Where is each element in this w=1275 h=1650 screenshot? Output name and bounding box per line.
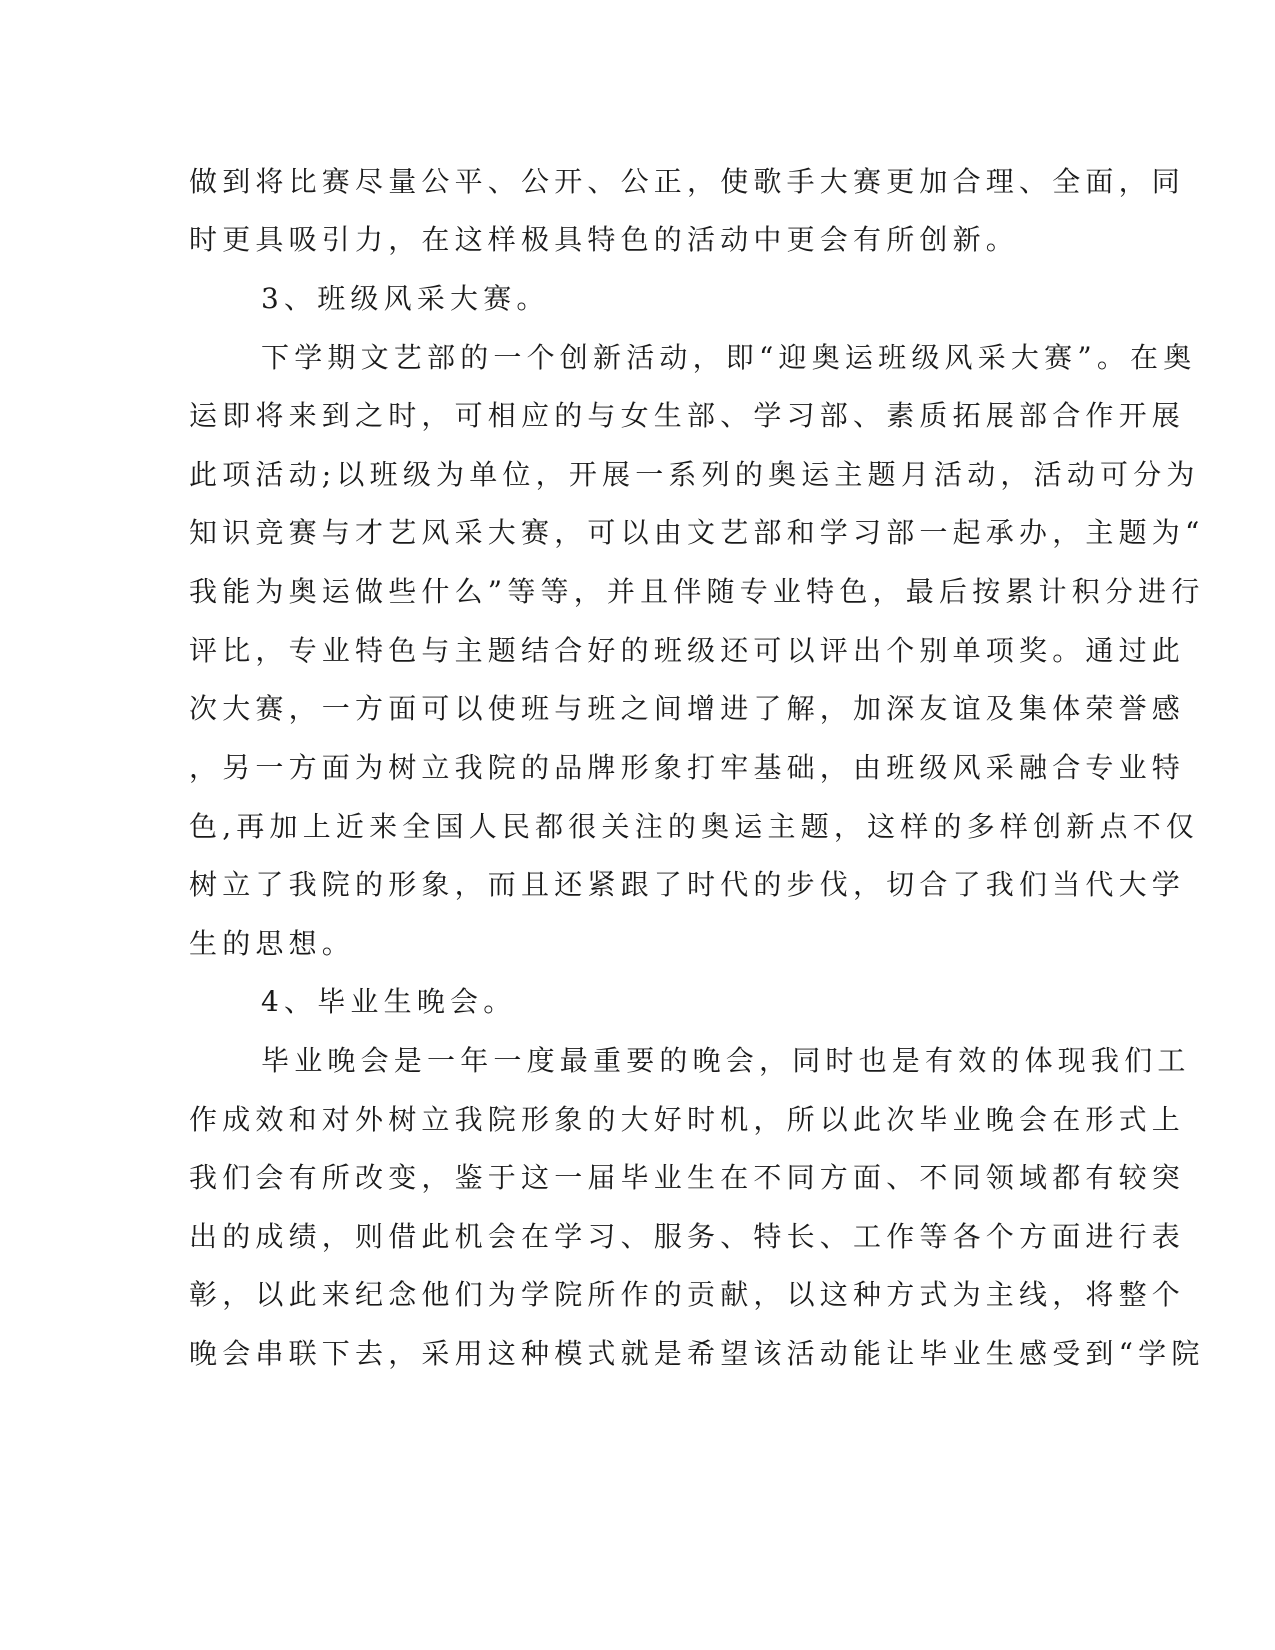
text-line: 我们会有所改变，鉴于这一届毕业生在不同方面、不同领域都有较突: [189, 1161, 1186, 1194]
text-line: 作成效和对外树立我院形象的大好时机，所以此次毕业晚会在形式上: [189, 1103, 1186, 1136]
text-line: ，另一方面为树立我院的品牌形象打牢基础，由班级风采融合专业特: [189, 751, 1186, 784]
text-line: 评比，专业特色与主题结合好的班级还可以评出个别单项奖。通过此: [189, 634, 1186, 667]
text-line: 次大赛，一方面可以使班与班之间增进了解，加深友谊及集体荣誉感: [189, 692, 1186, 725]
text-line: 做到将比赛尽量公平、公开、公正，使歌手大赛更加合理、全面，同: [189, 165, 1186, 198]
text-line: 此项活动;以班级为单位，开展一系列的奥运主题月活动，活动可分为: [189, 458, 1200, 491]
text-line: 晚会串联下去，采用这种模式就是希望该活动能让毕业生感受到“学院: [189, 1337, 1205, 1370]
text-line: 色,再加上近来全国人民都很关注的奥运主题，这样的多样创新点不仅: [189, 810, 1200, 843]
text-line: 生的思想。: [189, 927, 356, 960]
text-line: 下学期文艺部的一个创新活动，即“迎奥运班级风采大赛”。在奥: [261, 341, 1197, 374]
text-line: 毕业晚会是一年一度最重要的晚会，同时也是有效的体现我们工: [261, 1044, 1191, 1077]
text-line: 时更具吸引力，在这样极具特色的活动中更会有所创新。: [189, 223, 1020, 256]
text-line: 运即将来到之时，可相应的与女生部、学习部、素质拓展部合作开展: [189, 399, 1186, 432]
text-line: 彰，以此来纪念他们为学院所作的贡献，以这种方式为主线，将整个: [189, 1278, 1186, 1311]
text-line: 我能为奥运做些什么”等等，并且伴随专业特色，最后按累计积分进行: [189, 575, 1205, 608]
section-heading: 4、毕业生晚会。: [261, 985, 517, 1018]
text-line: 知识竞赛与才艺风采大赛，可以由文艺部和学习部一起承办，主题为“: [189, 516, 1205, 549]
text-line: 出的成绩，则借此机会在学习、服务、特长、工作等各个方面进行表: [189, 1220, 1186, 1253]
text-line: 树立了我院的形象，而且还紧跟了时代的步伐，切合了我们当代大学: [189, 868, 1186, 901]
section-heading: 3、班级风采大赛。: [261, 282, 550, 315]
